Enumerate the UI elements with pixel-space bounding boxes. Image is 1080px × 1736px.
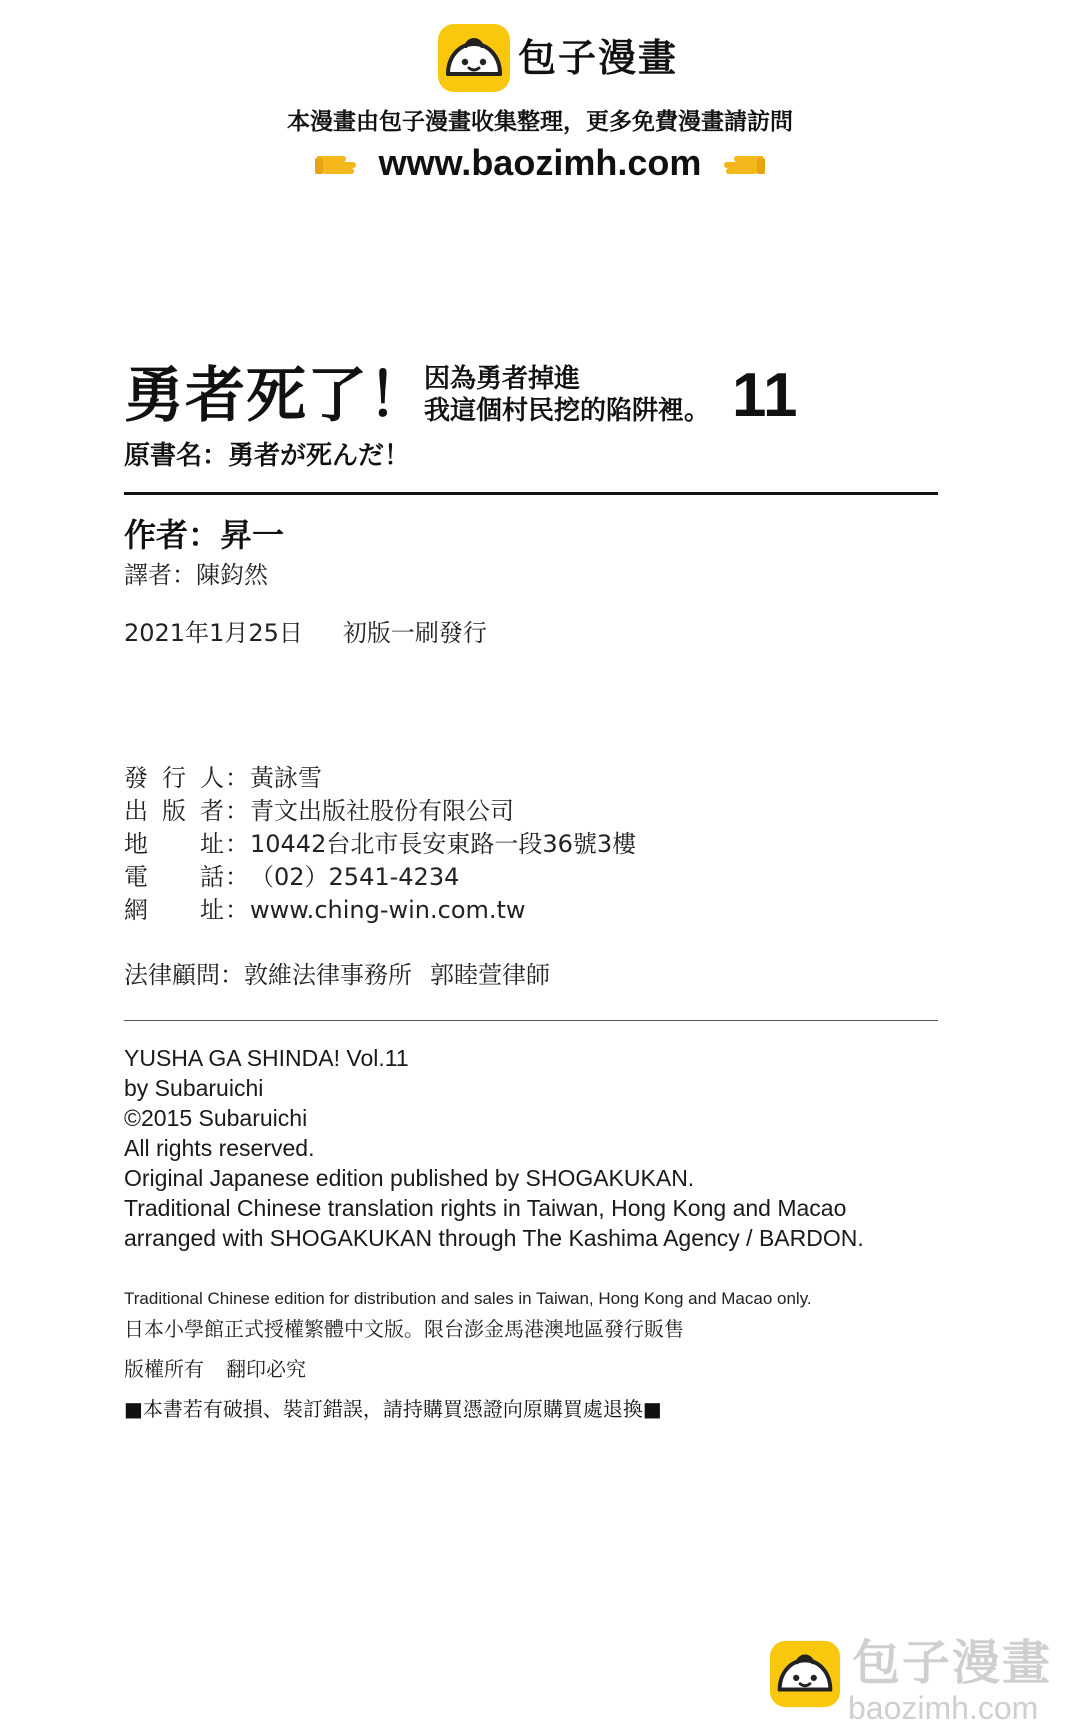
publisher-row <box>124 828 636 861</box>
publisher-row-separator: ： <box>225 764 249 792</box>
publisher-row-value: 10442台北市長安東路一段36號3樓 <box>250 830 637 858</box>
pointing-hand-left-icon <box>719 146 767 180</box>
publisher-row-value: 黃詠雪 <box>250 764 322 792</box>
publisher-row-label-char: 版 <box>162 797 186 825</box>
translator-credit: 譯者：陳鈞然 <box>124 561 268 589</box>
rights-english-line: by Subaruichi <box>124 1075 264 1101</box>
publisher-row-label-char: 行 <box>162 764 186 792</box>
publisher-row-label-char: 出 <box>124 797 148 825</box>
rights-english <box>124 1043 864 1253</box>
publish-date: 2021年1月25日 <box>124 619 303 647</box>
title-divider <box>124 492 938 495</box>
defect-return-notice: ■本書若有破損、裝訂錯誤，請持購買憑證向原購買處退換■ <box>124 1397 662 1421</box>
pointing-hand-right-icon <box>313 146 361 180</box>
book-subtitle-line2: 我這個村民挖的陷阱裡。 <box>424 396 711 426</box>
watermark-name: 包子漫畫 <box>852 1635 1053 1691</box>
baozi-logo-icon <box>436 22 512 94</box>
publisher-row-label-char: 發 <box>124 764 148 792</box>
brand-name: 包子漫畫 <box>518 36 679 80</box>
publisher-row-label-char: 址 <box>200 896 224 924</box>
publisher-row-separator: ： <box>225 863 249 891</box>
publisher-row-label-char: 者 <box>200 797 224 825</box>
watermark-url: baozimh.com <box>848 1690 1039 1726</box>
publisher-row-label-char: 人 <box>200 764 224 792</box>
publisher-row-separator: ： <box>225 830 249 858</box>
book-title: 勇者死了！ <box>124 361 429 431</box>
publisher-row-label <box>124 762 224 795</box>
publisher-row-label-char: 地 <box>124 830 148 858</box>
publisher-row-separator: ： <box>225 797 249 825</box>
publisher-row-label-char: 網 <box>124 896 148 924</box>
publisher-row-value: www.ching-win.com.tw <box>250 896 526 924</box>
author-credit: 作者：昇一 <box>124 516 285 554</box>
publisher-row-separator: ： <box>225 896 249 924</box>
rights-english-line: arranged with SHOGAKUKAN through The Kashima Agency / BARDON. <box>124 1225 864 1251</box>
distribution-notice-zh: 日本小學館正式授權繁體中文版。限台澎金馬港澳地區發行販售 <box>124 1317 684 1341</box>
rights-english-line: All rights reserved. <box>124 1135 315 1161</box>
publisher-row-label <box>124 894 224 927</box>
copyright-text-2: 翻印必究 <box>226 1357 306 1381</box>
copyright-notice <box>124 1354 306 1384</box>
publisher-row <box>124 861 636 894</box>
brand-url-row <box>0 138 1080 188</box>
publisher-row-value: 青文出版社股份有限公司 <box>250 797 514 825</box>
book-subtitle-line1: 因為勇者掉進 <box>424 364 581 394</box>
publisher-info <box>124 762 636 927</box>
publisher-row-value: （02）2541-4234 <box>250 863 460 891</box>
publisher-row <box>124 894 636 927</box>
rights-english-line: Traditional Chinese translation rights in Taiwan, Hong Kong and Macao <box>124 1195 847 1221</box>
distribution-notice-en: Traditional Chinese edition for distribution and sales in Taiwan, Hong Kong and Macao only. <box>124 1289 812 1308</box>
publisher-row-label <box>124 795 224 828</box>
copyright-text-1: 版權所有 <box>124 1357 204 1381</box>
legal-advisor-firm: 法律顧問：敦維法律事務所 <box>124 961 412 989</box>
brand-notice: 本漫畫由包子漫畫收集整理，更多免費漫畫請訪問 <box>287 109 793 135</box>
watermark-logo-icon <box>768 1636 842 1712</box>
publisher-row-label <box>124 861 224 894</box>
legal-advisor <box>124 958 550 992</box>
rights-english-line: ©2015 Subaruichi <box>124 1105 308 1131</box>
legal-advisor-lawyer: 郭睦萱律師 <box>430 961 550 989</box>
rights-english-line: YUSHA GA SHINDA! Vol.11 <box>124 1045 409 1071</box>
publisher-row <box>124 795 636 828</box>
publisher-row-label-char: 話 <box>200 863 224 891</box>
publisher-row-label <box>124 828 224 861</box>
volume-number: 11 <box>732 361 798 430</box>
edition-label: 初版一刷發行 <box>342 619 487 647</box>
publisher-row-label-char: 電 <box>124 863 148 891</box>
original-title: 原書名：勇者が死んだ！ <box>124 441 411 471</box>
info-divider <box>124 1020 938 1021</box>
publisher-row <box>124 762 636 795</box>
brand-url-link[interactable]: www.baozimh.com <box>378 142 702 183</box>
edition-info <box>124 616 487 650</box>
publisher-row-label-char: 址 <box>200 830 224 858</box>
rights-english-line: Original Japanese edition published by SHOGAKUKAN. <box>124 1165 695 1191</box>
